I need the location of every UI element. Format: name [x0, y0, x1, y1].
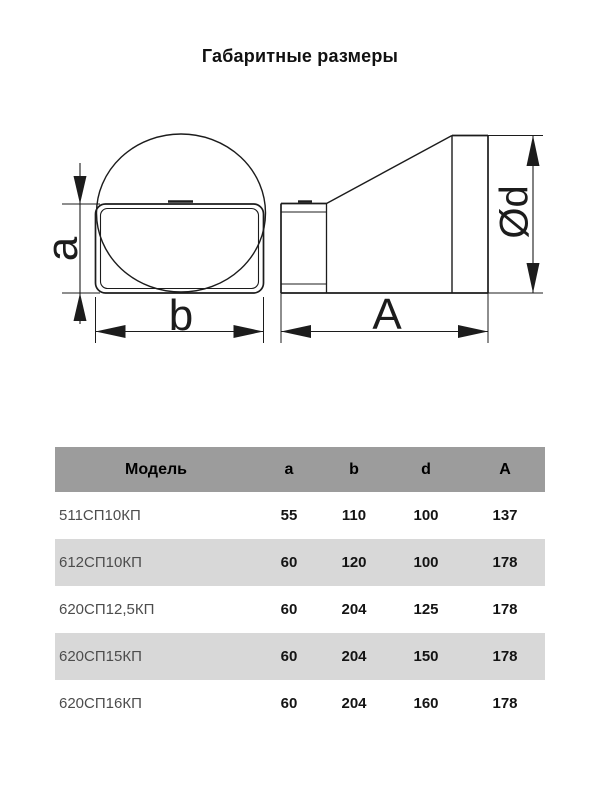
model-name: 511СП10КП: [59, 507, 141, 524]
value-a: 60: [280, 695, 298, 712]
value-b: 204: [341, 695, 367, 712]
value-A: 178: [492, 554, 518, 571]
rect-duct-inner: [101, 209, 259, 289]
value-a: 55: [280, 507, 298, 524]
dim-label-diameter: Ød: [492, 185, 537, 239]
value-A: 178: [492, 601, 518, 618]
table-row: [55, 633, 545, 680]
dim-label-a: a: [37, 236, 87, 262]
dim-a-arrow-top: [74, 176, 87, 204]
col-header-d: d: [421, 460, 431, 478]
dim-b-arrow-right: [234, 325, 264, 338]
value-d: 100: [413, 554, 439, 571]
transition-slant-edge: [327, 136, 453, 204]
value-a: 60: [280, 601, 298, 618]
col-header-A: A: [499, 460, 511, 478]
model-name: 620СП16КП: [59, 695, 142, 712]
side-view: [281, 136, 488, 294]
value-d: 160: [413, 695, 439, 712]
value-b: 120: [341, 554, 367, 571]
table-row: [55, 680, 545, 727]
front-view: [96, 134, 266, 293]
dim-A-arrow-left: [281, 325, 311, 338]
value-a: 60: [280, 648, 298, 665]
dim-a-arrow-bottom: [74, 293, 87, 321]
dim-d-arrow-top: [527, 136, 540, 167]
rect-duct-outer: [96, 204, 264, 293]
dimension-diameter: [452, 136, 543, 294]
model-name: 620СП12,5КП: [59, 601, 155, 618]
dimension-a: [38, 163, 100, 324]
value-a: 60: [280, 554, 298, 571]
table-row: [55, 539, 545, 586]
dim-b-arrow-left: [96, 325, 126, 338]
value-d: 100: [413, 507, 439, 524]
dimension-A: [281, 290, 488, 343]
table-row: [55, 586, 545, 633]
value-b: 204: [341, 601, 367, 618]
col-header-model: Модель: [125, 460, 187, 478]
spec-table: [55, 447, 545, 727]
dim-A-arrow-right: [458, 325, 488, 338]
table-header-row: [55, 447, 545, 492]
page-title: Габаритные размеры: [201, 46, 399, 66]
value-d: 125: [413, 601, 439, 618]
dim-label-b: b: [168, 291, 194, 340]
dimension-b: [96, 291, 264, 343]
value-d: 150: [413, 648, 439, 665]
col-header-a: a: [284, 460, 294, 478]
col-header-b: b: [349, 460, 359, 478]
value-A: 178: [492, 695, 518, 712]
value-A: 137: [492, 507, 518, 524]
value-A: 178: [492, 648, 518, 665]
table-row: [55, 492, 545, 539]
value-b: 110: [341, 507, 367, 524]
dim-label-A: A: [372, 290, 402, 339]
value-b: 204: [341, 648, 367, 665]
round-outlet-circle: [97, 134, 266, 292]
model-name: 612СП10КП: [59, 554, 142, 571]
dim-d-arrow-bottom: [527, 263, 540, 293]
model-name: 620СП15КП: [59, 648, 142, 665]
